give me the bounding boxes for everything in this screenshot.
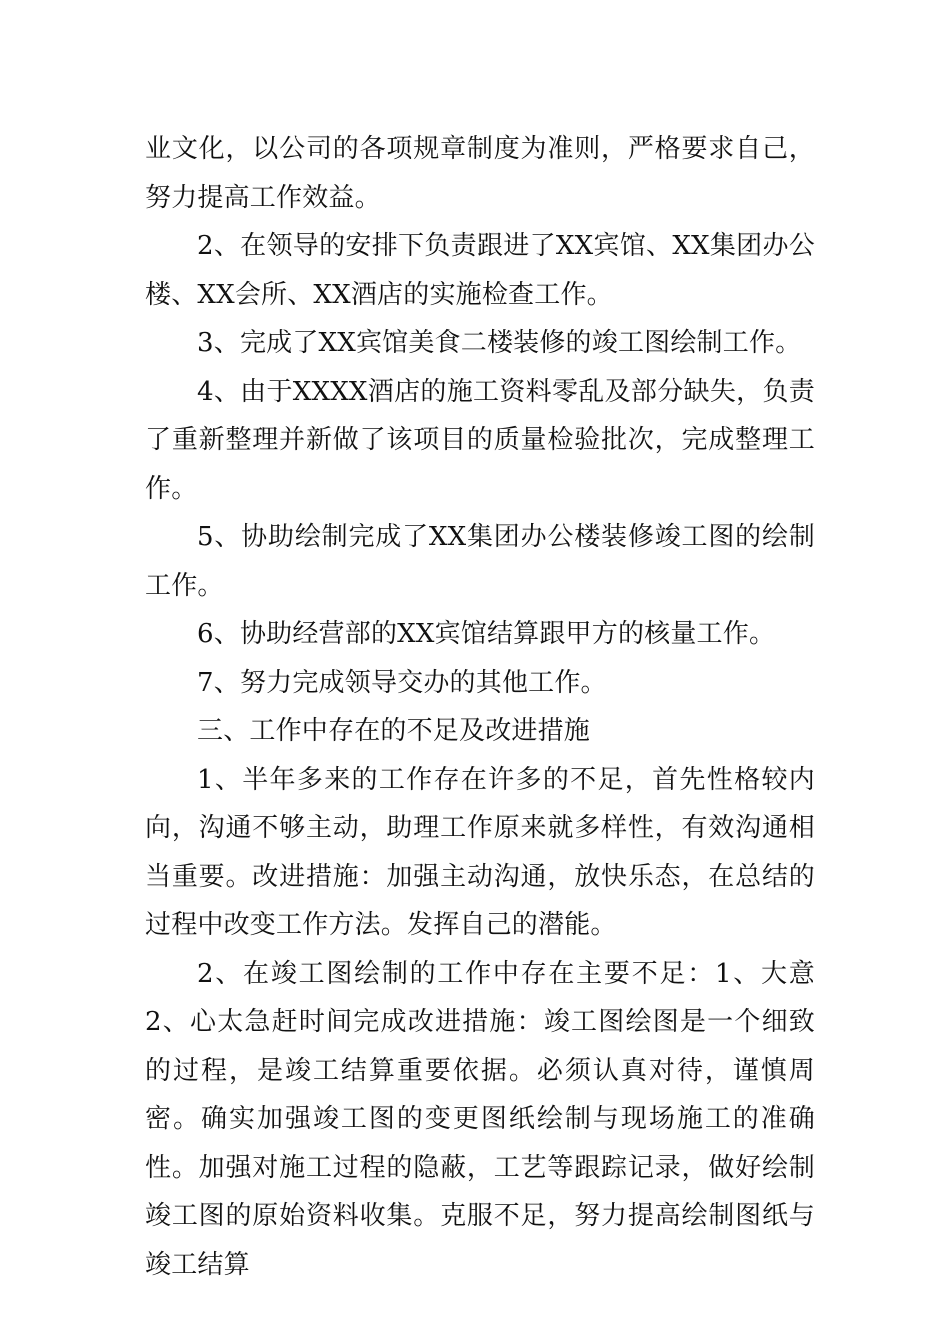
section-heading: 三、工作中存在的不足及改进措施 xyxy=(197,716,591,746)
paragraph-continuation: 业文化，以公司的各项规章制度为准则，严格要求自己，努力提高工作效益。 xyxy=(145,134,815,213)
paragraph-item-4: 4、由于XXXX酒店的施工资料零乱及部分缺失，负责了重新整理并新做了该项目的质量检验批次，完成整理工作。 xyxy=(145,376,815,504)
document-body xyxy=(145,125,815,1289)
paragraph-item-2: 2、在领导的安排下负责跟进了XX宾馆、XX集团办公楼、XX会所、XX酒店的实施检查工作。 xyxy=(145,231,815,310)
paragraph-item-6: 6、协助经营部的XX宾馆结算跟甲方的核量工作。 xyxy=(197,619,776,649)
paragraph-item-7: 7、努力完成领导交办的其他工作。 xyxy=(197,667,607,698)
paragraph-item-3: 3、完成了XX宾馆美食二楼装修的竣工图绘制工作。 xyxy=(197,328,802,358)
paragraph-item-5: 5、协助绘制完成了XX集团办公楼装修竣工图的绘制工作。 xyxy=(145,522,815,601)
paragraph-shortcoming-2: 2、在竣工图绘制的工作中存在主要不足：1、大意2、心太急赶时间完成改进措施：竣工图绘图是一个细致的过程，是竣工结算重要依据。必须认真对待，谨慎周密。确实加强竣工图的变更图纸绘制与现场施工的准确性。加强对施工过程的隐蔽，工艺等跟踪记录，做好绘制竣工图的原始资料收集。克服不足，努力提高绘制图纸与竣工结算 xyxy=(145,958,815,1280)
paragraph-shortcoming-1: 1、半年多来的工作存在许多的不足，首先性格较内向，沟通不够主动，助理工作原来就多样性，有效沟通相当重要。改进措施：加强主动沟通，放快乐态，在总结的过程中改变工作方法。发挥自己的潜能。 xyxy=(145,764,815,940)
